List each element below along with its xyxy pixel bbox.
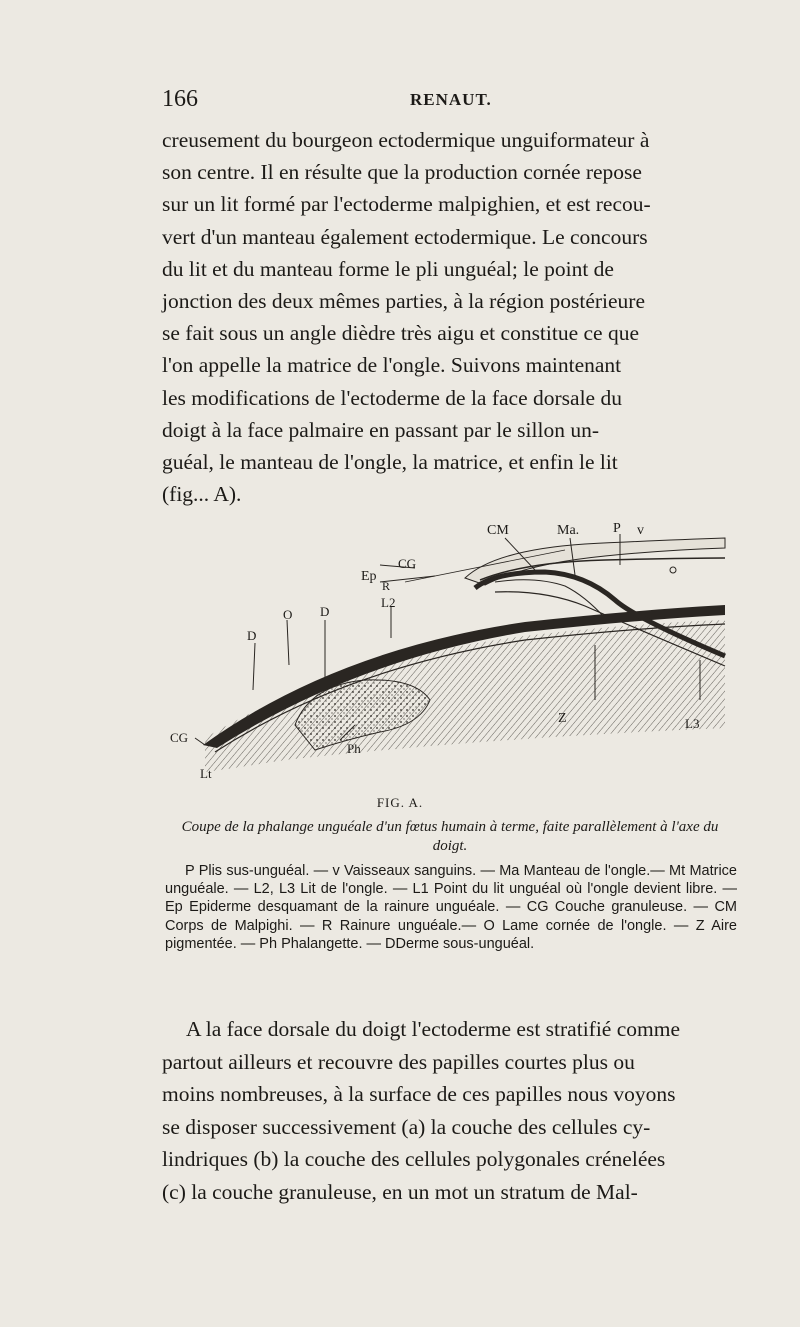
label-d1: D bbox=[320, 604, 330, 619]
label-d2: D bbox=[247, 628, 257, 643]
label-ma: Ma. bbox=[557, 523, 580, 538]
legend-text: P Plis sus-unguéal. — v Vaisseaux sanguins. — Ma Manteau de l'ongle.— Mt Matrice unguéale. — L2, L3 Lit de l'ongle. — L1 Point du lit unguéal où l'ongle devient libre. — Ep Epiderme desquamant de la rainure unguéale. — CG Couche granuleuse. — CM Corps de Malpighi. — R Rainure unguéale.— O Lame cornée de l'ongle. — Z Aire pigmentée. — Ph Phalangette. — DDerme sous-unguéal. bbox=[165, 863, 737, 952]
label-lt: Lt bbox=[200, 766, 212, 781]
label-o: O bbox=[283, 607, 293, 622]
label-r: R bbox=[382, 579, 391, 593]
figure-number: FIG. A. bbox=[376, 795, 424, 810]
text-line: (c) la couche granuleuse, en un mot un stratum de Mal- bbox=[162, 1179, 638, 1204]
nail-section-illustration bbox=[165, 510, 730, 795]
text-line: lindriques (b) la couche des cellules polygonales crénelées bbox=[162, 1147, 666, 1171]
label-cg-top: CG bbox=[398, 556, 417, 571]
figure-legend bbox=[165, 862, 737, 953]
label-z: Z bbox=[558, 711, 567, 726]
label-cg-left: CG bbox=[170, 730, 189, 745]
text-line: vert d'un manteau également ectodermique. Le concours bbox=[162, 224, 648, 249]
page-header bbox=[162, 86, 734, 116]
text-line: se fait sous un angle dièdre très aigu et constitue ce que bbox=[162, 321, 640, 346]
text-line: A la face dorsale du doigt l'ectoderme est stratifié comme bbox=[186, 1017, 681, 1041]
page-number: 166 bbox=[162, 86, 198, 112]
label-l3: L3 bbox=[685, 716, 700, 731]
figure-caption: Coupe de la phalange unguéale d'un fœtus humain à terme, faite parallèlement à l'axe du doigt. bbox=[181, 819, 719, 854]
text-line: l'on appelle la matrice de l'ongle. Suivons maintenant bbox=[162, 353, 622, 378]
text-line: guéal, le manteau de l'ongle, la matrice, et enfin le lit bbox=[162, 450, 618, 475]
label-ep: Ep bbox=[361, 569, 377, 584]
text-line: se disposer successivement (a) la couche des cellules cy- bbox=[162, 1114, 651, 1139]
label-l2: L2 bbox=[381, 595, 396, 610]
text-line: creusement du bourgeon ectodermique unguiformateur à bbox=[162, 128, 650, 152]
text-line: du lit et du manteau forme le pli unguéal; le point de bbox=[162, 256, 614, 281]
paragraph-2 bbox=[162, 1013, 734, 1208]
text-line: doigt à la face palmaire en passant par le sillon un- bbox=[162, 417, 600, 442]
running-head: RENAUT. bbox=[410, 90, 492, 109]
text-line: (fig... A). bbox=[162, 482, 242, 507]
text-line: les modifications de l'ectoderme de la face dorsale du bbox=[162, 385, 622, 410]
label-p: P bbox=[613, 521, 621, 536]
text-line: moins nombreuses, à la surface de ces papilles nous voyons bbox=[162, 1082, 676, 1106]
text-line: son centre. Il en résulte que la production cornée repose bbox=[162, 160, 642, 185]
figure-a bbox=[165, 510, 730, 795]
text-line: jonction des deux mêmes parties, à la région postérieure bbox=[162, 289, 645, 314]
text-line: partout ailleurs et recouvre des papilles courtes plus ou bbox=[162, 1049, 635, 1074]
text-line: sur un lit formé par l'ectoderme malpighien, et est recou- bbox=[162, 192, 651, 217]
paragraph-1 bbox=[162, 124, 734, 510]
label-v: v bbox=[637, 523, 644, 538]
label-ph: Ph bbox=[347, 741, 361, 756]
label-cm: CM bbox=[487, 523, 509, 538]
